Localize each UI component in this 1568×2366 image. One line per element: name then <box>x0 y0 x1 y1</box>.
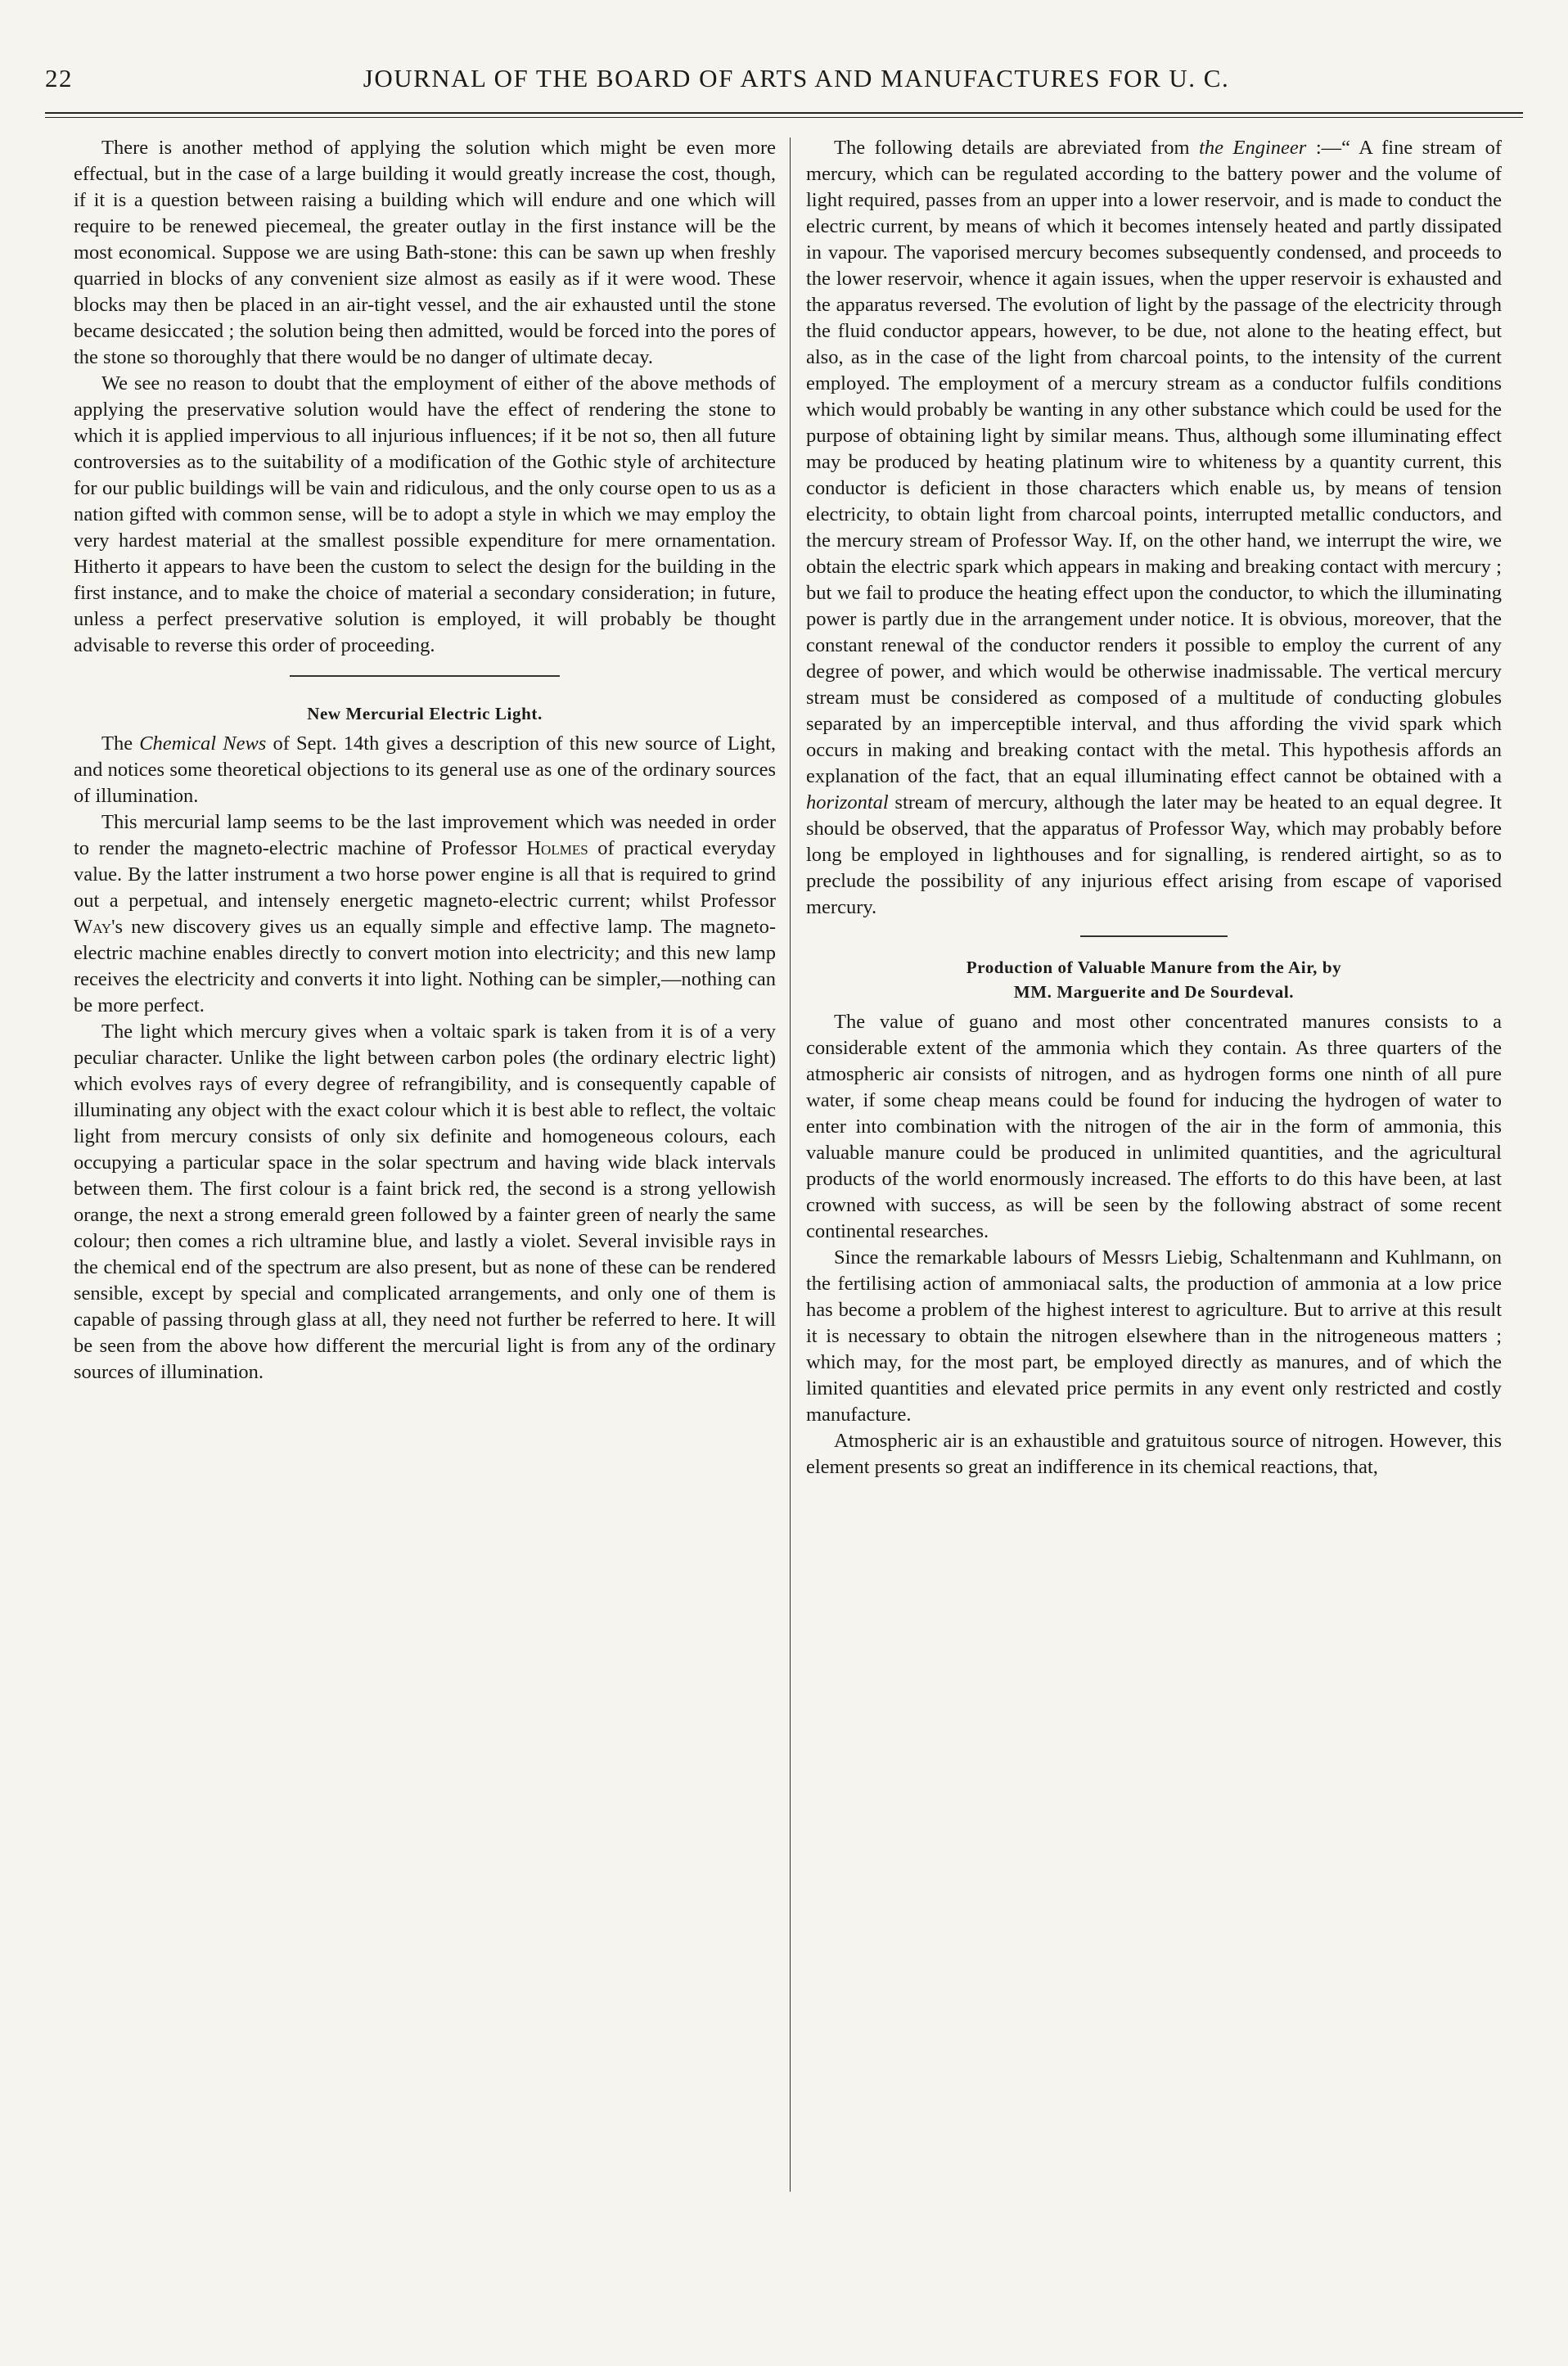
name-holmes: Holmes <box>526 837 588 859</box>
emphasis-horizontal: horizontal <box>806 791 889 813</box>
paragraph-light-character: The light which mercury gives when a voltaic spark is taken from it is of a very peculiar character. Unlike the light between carbon poles (the ordinary electric light) which evolves rays of every degree of refrangibility, and is consequently capable of illuminating any object with the exact colour which it is best able to reflect, the voltaic light from mercury consists of only six definite and homogeneous colours, each occupying a particular space in the solar spectrum and having wide black intervals between them. The first colour is a faint brick red, the second is a strong yellowish orange, the next a strong emerald green followed by a fainter green of nearly the same colour; then comes a rich ultramine blue, and lastly a violet. Several invisible rays in the chemical end of the spectrum are also present, but as none of these can be rendered sensible, except by special and complicated arrangements, and only one of them is capable of passing through glass at all, they need not further be referred to here. It will be seen from the above how different the mercurial light is from any of the ordinary sources of illumination. <box>74 1021 776 1383</box>
paragraph-stone-solution: There is another method of applying the solution which might be even more effectual, but in the case of a large building it would greatly increase the cost, though, if it is a question between raising a building which will endure and one which will require to be renewed piecemeal, the greater outlay in the first instance will be the most economical. Suppose we are using Bath-stone: this can be sawn up when freshly quarried in blocks of any convenient size almost as easily as if it were wood. These blocks may then be placed in an air-tight vessel, and the air exhausted until the stone became desiccated ; the solution being then admitted, would be forced into the pores of the stone so thoroughly that there would be no danger of ultimate decay. <box>74 137 776 368</box>
paragraph-liebig: Since the remarkable labours of Messrs Liebig, Schaltenmann and Kuhlmann, on the fertilising action of ammoniacal salts, the production of ammonia at a low price has become a problem of the highest interest to agriculture. But to arrive at this result it is necessary to obtain the nitrogen elsewhere than in the nitrogeneous matters ; which may, for the most part, be employed directly as manures, and of which the limited quantities and elevated price permits in any event only restricted and costly manufacture. <box>806 1246 1502 1426</box>
column-divider <box>790 137 791 2192</box>
paragraph-engineer-details: The following details are abreviated from the Engineer :—“ A fine stream of mercury, which can be regulated according to the battery power and the volume of light required, passes from an upper into a lower reservoir, and is made to conduct the electric current, by means of which it becomes intensely heated and partly dissipated in vapour. The vaporised mercury becomes subsequently condensed, and proceeds to the lower reservoir, whence it again issues, when the upper reservoir is exhausted and the apparatus reversed. The evolution of light by the passage of the electricity through the fluid conductor appears, however, to be due, not alone to the heating effect, but also, as in the case of the light from charcoal points, to the intensity of the current employed. The employment of a mercury stream as a conductor fulfils conditions which would probably be wanting in any other substance which could be used for the purpose of obtaining light by similar means. Thus, although some illuminating effect may be produced by heating platinum wire to whiteness by a quantity current, this conductor is deficient in those characters which enable us, by means of tension electricity, to obtain light from charcoal points, interrupted metallic conductors, and the mercury stream of Professor Way. If, on the other hand, we interrupt the wire, we obtain the electric spark which appears in making and breaking contact with mercury ; but we fail to produce the heating effect upon the conductor, to which the illuminating power is partly due in the arrangement under notice. It is obvious, moreover, that the constant renewal of the conductor renders it possible to employ the current of any degree of power, and which would be otherwise inadmissable. The vertical mercury stream must be considered as composed of a multitude of conducting globules separated by an imperceptible interval, and thus affording the vivid spark which occurs in making and breaking contact with the metal. This hypothesis affords an explanation of the fact, that an equal illuminating effect cannot be obtained with a horizontal stream of mercury, although the later may be heated to an equal degree. It should be observed, that the apparatus of Professor Way, which may probably before long be employed in lighthouses and for signalling, is rendered airtight, so as to preclude the possibility of any injurious effect arising from escape of vaporised mercury. <box>806 137 1502 918</box>
heading-line-2: MM. Marguerite and De Sourdeval. <box>1013 982 1295 1002</box>
name-way: Way <box>74 916 112 938</box>
publication-title: Chemical News <box>139 732 267 755</box>
paragraph-preservative: We see no reason to doubt that the employment of either of the above methods of applying the preservative solution would have the effect of rendering the stone to which it is applied impervious to all injurious influences; if it be not so, then all future controversies as to the suitability of a modification of the Gothic style of architecture for our public buildings will be vain and ridiculous, and the only course open to us as a nation gifted with common sense, will be to adopt a style in which we may employ the very hardest material at the smallest possible expenditure for mere ornamentation. Hitherto it appears to have been the custom to select the design for the building in the first instance, and to make the choice of material a secondary consideration; in future, unless a perfect preservative solution is employed, it will probably be thought advisable to reverse this order of proceeding. <box>74 372 776 656</box>
header-rule <box>45 112 1523 114</box>
running-title: JOURNAL OF THE BOARD OF ARTS AND MANUFACTURES FOR U. C. <box>363 64 1230 92</box>
section-divider-right <box>1080 935 1228 937</box>
heading-line-1: Production of Valuable Manure from the Air, by <box>966 958 1342 977</box>
heading-manure-from-air <box>806 955 1502 1004</box>
left-column <box>74 135 776 1386</box>
page-number: 22 <box>45 64 73 92</box>
paragraph-atmospheric-air: Atmospheric air is an exhaustible and gratuitous source of nitrogen. However, this element presents so great an indifference in its chemical reactions, that, <box>806 1430 1502 1478</box>
publication-title-engineer: the Engineer <box>1199 137 1307 159</box>
section-divider <box>290 675 560 677</box>
page-header <box>45 64 1523 105</box>
paragraph-chemical-news: The Chemical News of Sept. 14th gives a description of this new source of Light, and notices some theoretical objections to its general use as one of the ordinary sources of illumination. <box>74 732 776 807</box>
header-rule-thin <box>45 117 1523 118</box>
right-column <box>806 135 1502 1480</box>
paragraph-mercurial-lamp: This mercurial lamp seems to be the last improvement which was needed in order to render the magneto-electric machine of Professor Holmes of practical everyday value. By the latter instrument a two horse power engine is all that is required to grind out a perpetual, and intensely energetic magneto-electric current; whilst Professor Way's new discovery gives us an equally simple and effective lamp. The magneto-electric machine enables directly to convert motion into electricity; and this new lamp receives the electricity and converts it into light. Nothing can be simpler,—nothing can be more perfect. <box>74 811 776 1016</box>
heading-mercurial-light: New Mercurial Electric Light. <box>307 704 543 723</box>
paragraph-guano: The value of guano and most other concentrated manures consists to a considerable extent of the ammonia which they contain. As three quarters of the atmospheric air consists of nitrogen, and as hydrogen forms one ninth of all pure water, if some cheap means could be found for inducing the hydrogen of water to enter into combination with the nitrogen of the air in the form of ammonia, this valuable manure could be produced in unlimited quantities, and the agricultural products of the world enormously increased. The efforts to do this have been, at last crowned with success, as will be seen by the following abstract of some recent continental researches. <box>806 1011 1502 1242</box>
